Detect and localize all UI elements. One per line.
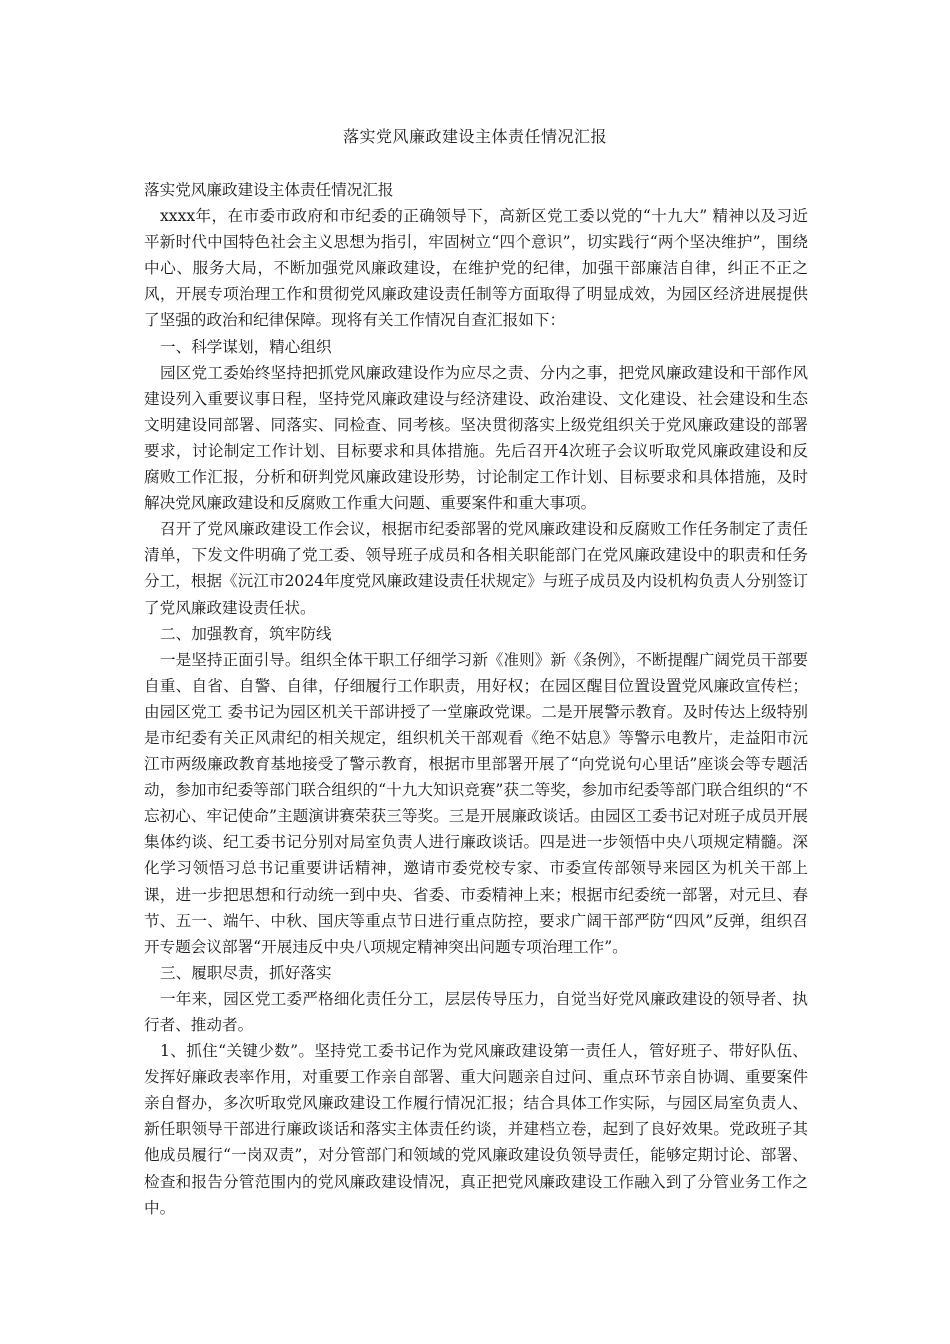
section-3-paragraph-2: 1、抓住“关键少数”。坚持党工委书记作为党风廉政建设第一责任人，管好班子、带好队伍、发挥好廉政表率作用，对重要工作亲自部署、重大问题亲自过问、重点环节亲自协调、重要案件亲自督办，多次听取党风廉政建设工作履行情况汇报；结合具体工作实际，与园区局室负责人、新任职领导干部进行廉政谈话和落实主体责任约谈，并建档立卷，起到了良好效果。党政班子其他成员履行“一岗双责”，对分管部门和领域的党风廉政建设负领导责任，能够定期讨论、部署、检查和报告分管范围内的党风廉政建设情况，真正把党风廉政建设工作融入到了分管业务工作之中。 [144, 1042, 808, 1217]
document-body [144, 177, 808, 1221]
body-heading: 落实党风廉政建设主体责任情况汇报 [144, 181, 394, 199]
section-2-paragraph-1: 一是坚持正面引导。组织全体干职工仔细学习新《准则》新《条例》，不断提醒广阔党员干部要自重、自省、自警、自律，仔细履行工作职责，用好权；在园区醒目位置设置党风廉政宣传栏；由园区党工 委书记为园区机关干部讲授了一堂廉政党课。二是开展警示教育。及时传达上级特别是市纪委有关正风肃纪的相关规定，组织机关干部观看《绝不姑息》等警示电教片，走益阳市沅江市两级廉政教育基地接受了警示教育，根据市里部署开展了“向党说句心里话”座谈会等专题活动，参加市纪委等部门联合组织的“十九大知识竞赛”获二等奖，参加市纪委等部门联合组织的“不忘初心、牢记使命”主题演讲赛荣获三等奖。三是开展廉政谈话。由园区工委书记对班子成员开展集体约谈、纪工委书记分别对局室负责人进行廉政谈话。四是进一步领悟中央八项规定精髓。深化学习领悟习总书记重要讲话精神，邀请市委党校专家、市委宣传部领导来园区为机关干部上课，进一步把思想和行动统一到中央、省委、市委精神上来；根据市纪委统一部署，对元旦、春节、五一、端午、中秋、国庆等重点节日进行重点防控，要求广阔干部严防“四风”反弹，组织召开专题会议部署“开展违反中央八项规定精神突出问题专项治理工作”。 [144, 650, 808, 956]
section-1-paragraph-1: 园区党工委始终坚持把抓党风廉政建设作为应尽之责、分内之事，把党风廉政建设和干部作风建设列入重要议事日程，坚持党风廉政建设与经济建设、政治建设、文化建设、社会建设和生态文明建设同部署、同落实、同检查、同考核。坚决贯彻落实上级党组织关于党风廉政建设的部署要求，讨论制定工作计划、目标要求和具体措施。先后召开4次班子会议听取党风廉政建设和反腐败工作汇报，分析和研判党风廉政建设形势，讨论制定工作计划、目标要求和具体措施，及时解决党风廉政建设和反腐败工作重大问题、重要案件和重大事项。 [144, 363, 808, 513]
section-1-paragraph-2: 召开了党风廉政建设工作会议，根据市纪委部署的党风廉政建设和反腐败工作任务制定了责任清单，下发文件明确了党工委、领导班子成员和各相关职能部门在党风廉政建设中的职责和任务分工，根据《沅江市2024年度党风廉政建设责任状规定》与班子成员及内设机构负责人分别签订了党风廉政建设责任状。 [144, 520, 808, 617]
page-title: 落实党风廉政建设主体责任情况汇报 [342, 127, 607, 146]
section-3-paragraph-1: 一年来，园区党工委严格细化责任分工，层层传导压力，自觉当好党风廉政建设的领导者、执行者、推动者。 [144, 989, 808, 1034]
section-heading-2: 二、加强教育，筑牢防线 [160, 624, 332, 643]
section-heading-3: 三、履职尽责，抓好落实 [160, 963, 332, 982]
intro-paragraph: xxxx年，在市委市政府和市纪委的正确领导下，高新区党工委以党的“十九大” 精神以及习近平新时代中国特色社会主义思想为指引，牢固树立“四个意识”，切实践行“两个坚决维护”，围绕中心、服务大局，不断加强党风廉政建设，在维护党的纪律，加强干部廉洁自律，纠正不正之风，开展专项治理工作和贯彻党风廉政建设责任制等方面取得了明显成效，为园区经济进展提供了坚强的政治和纪律保障。现将有关工作情况自查汇报如下： [144, 207, 808, 330]
section-heading-1: 一、科学谋划，精心组织 [160, 337, 332, 356]
